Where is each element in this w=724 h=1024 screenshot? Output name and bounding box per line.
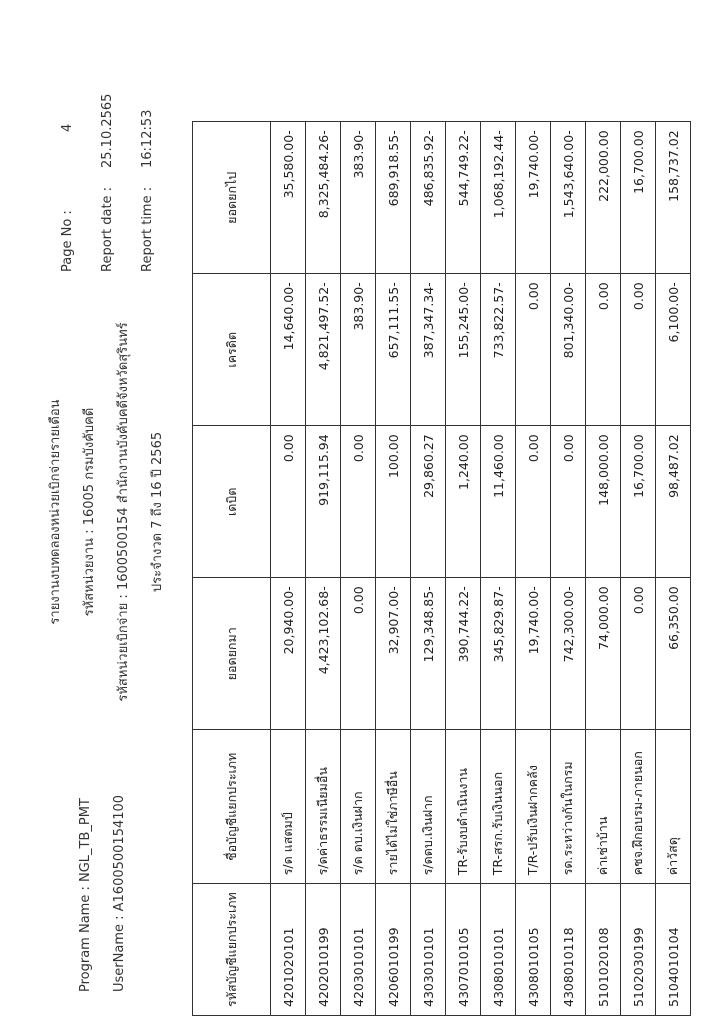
account-code-cell: 4307010105 xyxy=(446,884,481,1016)
amount-cell: 8,325,484.26- xyxy=(306,122,341,274)
amount-cell: 657,111.55- xyxy=(376,274,411,426)
table-row xyxy=(621,122,656,1016)
table-row xyxy=(411,122,446,1016)
report-date-label: Report date : xyxy=(100,186,115,272)
column-header: เครดิต xyxy=(193,274,271,426)
account-code-cell: 4201020101 xyxy=(271,884,306,1016)
amount-cell: 0.00 xyxy=(341,578,376,730)
table-row xyxy=(551,122,586,1016)
amount-cell: 0.00 xyxy=(621,274,656,426)
table-row xyxy=(446,122,481,1016)
report-date-value: 25.10.2565 xyxy=(100,93,115,168)
amount-cell: 74,000.00 xyxy=(586,578,621,730)
amount-cell: 689,918.55- xyxy=(376,122,411,274)
amount-cell: 742,300.00- xyxy=(551,578,586,730)
table-row xyxy=(586,122,621,1016)
amount-cell: 148,000.00 xyxy=(586,426,621,578)
amount-cell: 0.00 xyxy=(621,578,656,730)
amount-cell: 100.00 xyxy=(376,426,411,578)
agency-code: รหัสหน่วยงาน : 16005 กรมบังคับคดี xyxy=(82,407,97,617)
amount-cell: 383.90- xyxy=(341,274,376,426)
account-name-cell: คชจ.ฝึกอบรม-ภายนอก xyxy=(621,730,656,884)
report-time-value: 16:12:53 xyxy=(140,109,155,168)
account-name-cell: ร/ดดบ.เงินฝาก xyxy=(411,730,446,884)
username: UserName : A1600500154100 xyxy=(112,794,127,992)
account-name-cell: TR-รับงบดำเนินงาน xyxy=(446,730,481,884)
account-code-cell: 4206010199 xyxy=(376,884,411,1016)
disbursing-unit: รหัสหน่วยเบิกจ่าย : 1600500154 สำนักงานบังคับคดีจังหวัดสุรินทร์ xyxy=(116,322,131,702)
amount-cell: 98,487.02 xyxy=(656,426,691,578)
account-name-cell: TR-สรก.รับเงินนอก xyxy=(481,730,516,884)
amount-cell: 345,829.87- xyxy=(481,578,516,730)
program-name: Program Name : NGL_TB_PMT xyxy=(78,798,93,992)
column-header: ยอดยกมา xyxy=(193,578,271,730)
amount-cell: 129,348.85- xyxy=(411,578,446,730)
amount-cell: 383.90- xyxy=(341,122,376,274)
amount-cell: 222,000.00 xyxy=(586,122,621,274)
table-row xyxy=(376,122,411,1016)
amount-cell: 1,543,640.00- xyxy=(551,122,586,274)
amount-cell: 14,640.00- xyxy=(271,274,306,426)
amount-cell: 486,835.92- xyxy=(411,122,446,274)
amount-cell: 158,737.02 xyxy=(656,122,691,274)
account-name-cell: ร/ดค่าธรรมเนียมอื่น xyxy=(306,730,341,884)
amount-cell: 1,068,192.44- xyxy=(481,122,516,274)
account-code-cell: 4308010118 xyxy=(551,884,586,1016)
amount-cell: 919,115.94 xyxy=(306,426,341,578)
amount-cell: 0.00 xyxy=(341,426,376,578)
account-name-cell: T/R-ปรับเงินฝากคลัง xyxy=(516,730,551,884)
account-code-cell: 4303010101 xyxy=(411,884,446,1016)
amount-cell: 19,740.00- xyxy=(516,122,551,274)
amount-cell: 155,245.00- xyxy=(446,274,481,426)
amount-cell: 11,460.00 xyxy=(481,426,516,578)
amount-cell: 801,340.00- xyxy=(551,274,586,426)
amount-cell: 29,860.27 xyxy=(411,426,446,578)
account-name-cell: ค่าวัสดุ xyxy=(656,730,691,884)
account-name-cell: ร/ด ดบ.เงินฝาก xyxy=(341,730,376,884)
account-code-cell: 5102030199 xyxy=(621,884,656,1016)
amount-cell: 0.00 xyxy=(271,426,306,578)
amount-cell: 6,100.00- xyxy=(656,274,691,426)
table-row xyxy=(306,122,341,1016)
amount-cell: 733,822.57- xyxy=(481,274,516,426)
account-code-cell: 4202010199 xyxy=(306,884,341,1016)
account-code-cell: 4308010105 xyxy=(516,884,551,1016)
amount-cell: 0.00 xyxy=(516,274,551,426)
amount-cell: 32,907.00- xyxy=(376,578,411,730)
amount-cell: 35,580.00- xyxy=(271,122,306,274)
account-code-cell: 5101020108 xyxy=(586,884,621,1016)
account-name-cell: รด.ระหว่างกันในกรม xyxy=(551,730,586,884)
table-row xyxy=(481,122,516,1016)
column-header: ยอดยกไป xyxy=(193,122,271,274)
table-header-row xyxy=(193,122,271,1016)
column-header: ชื่อบัญชีแยกประเภท xyxy=(193,730,271,884)
report-title: รายงานงบทดลองหน่วยเบิกจ่ายรายเดือน xyxy=(48,399,63,625)
amount-cell: 66,350.00 xyxy=(656,578,691,730)
account-name-cell: รายได้ไม่ใช่ภาษีอื่น xyxy=(376,730,411,884)
amount-cell: 20,940.00- xyxy=(271,578,306,730)
page-no-label: Page No : xyxy=(60,210,75,272)
amount-cell: 0.00 xyxy=(551,426,586,578)
amount-cell: 4,423,102.68- xyxy=(306,578,341,730)
amount-cell: 0.00 xyxy=(516,426,551,578)
column-header: เดบิต xyxy=(193,426,271,578)
table-row xyxy=(271,122,306,1016)
page-no-value: 4 xyxy=(60,123,75,132)
amount-cell: 4,821,497.52- xyxy=(306,274,341,426)
table-row xyxy=(516,122,551,1016)
account-name-cell: ร/ด แสตมป์ xyxy=(271,730,306,884)
amount-cell: 390,744.22- xyxy=(446,578,481,730)
amount-cell: 19,740.00- xyxy=(516,578,551,730)
account-name-cell: ค่าเช่าบ้าน xyxy=(586,730,621,884)
account-code-cell: 4308010101 xyxy=(481,884,516,1016)
account-code-cell: 4203010101 xyxy=(341,884,376,1016)
account-code-cell: 5104010104 xyxy=(656,884,691,1016)
report-period: ประจำงวด 7 ถึง 16 ปี 2565 xyxy=(150,431,165,593)
table-row xyxy=(341,122,376,1016)
amount-cell: 1,240.00 xyxy=(446,426,481,578)
amount-cell: 16,700.00 xyxy=(621,426,656,578)
amount-cell: 16,700.00 xyxy=(621,122,656,274)
report-time-label: Report time : xyxy=(140,186,155,272)
table-row xyxy=(656,122,691,1016)
amount-cell: 0.00 xyxy=(586,274,621,426)
column-header: รหัสบัญชีแยกประเภท xyxy=(193,884,271,1016)
trial-balance-table xyxy=(192,121,691,1016)
amount-cell: 544,749.22- xyxy=(446,122,481,274)
amount-cell: 387,347.34- xyxy=(411,274,446,426)
